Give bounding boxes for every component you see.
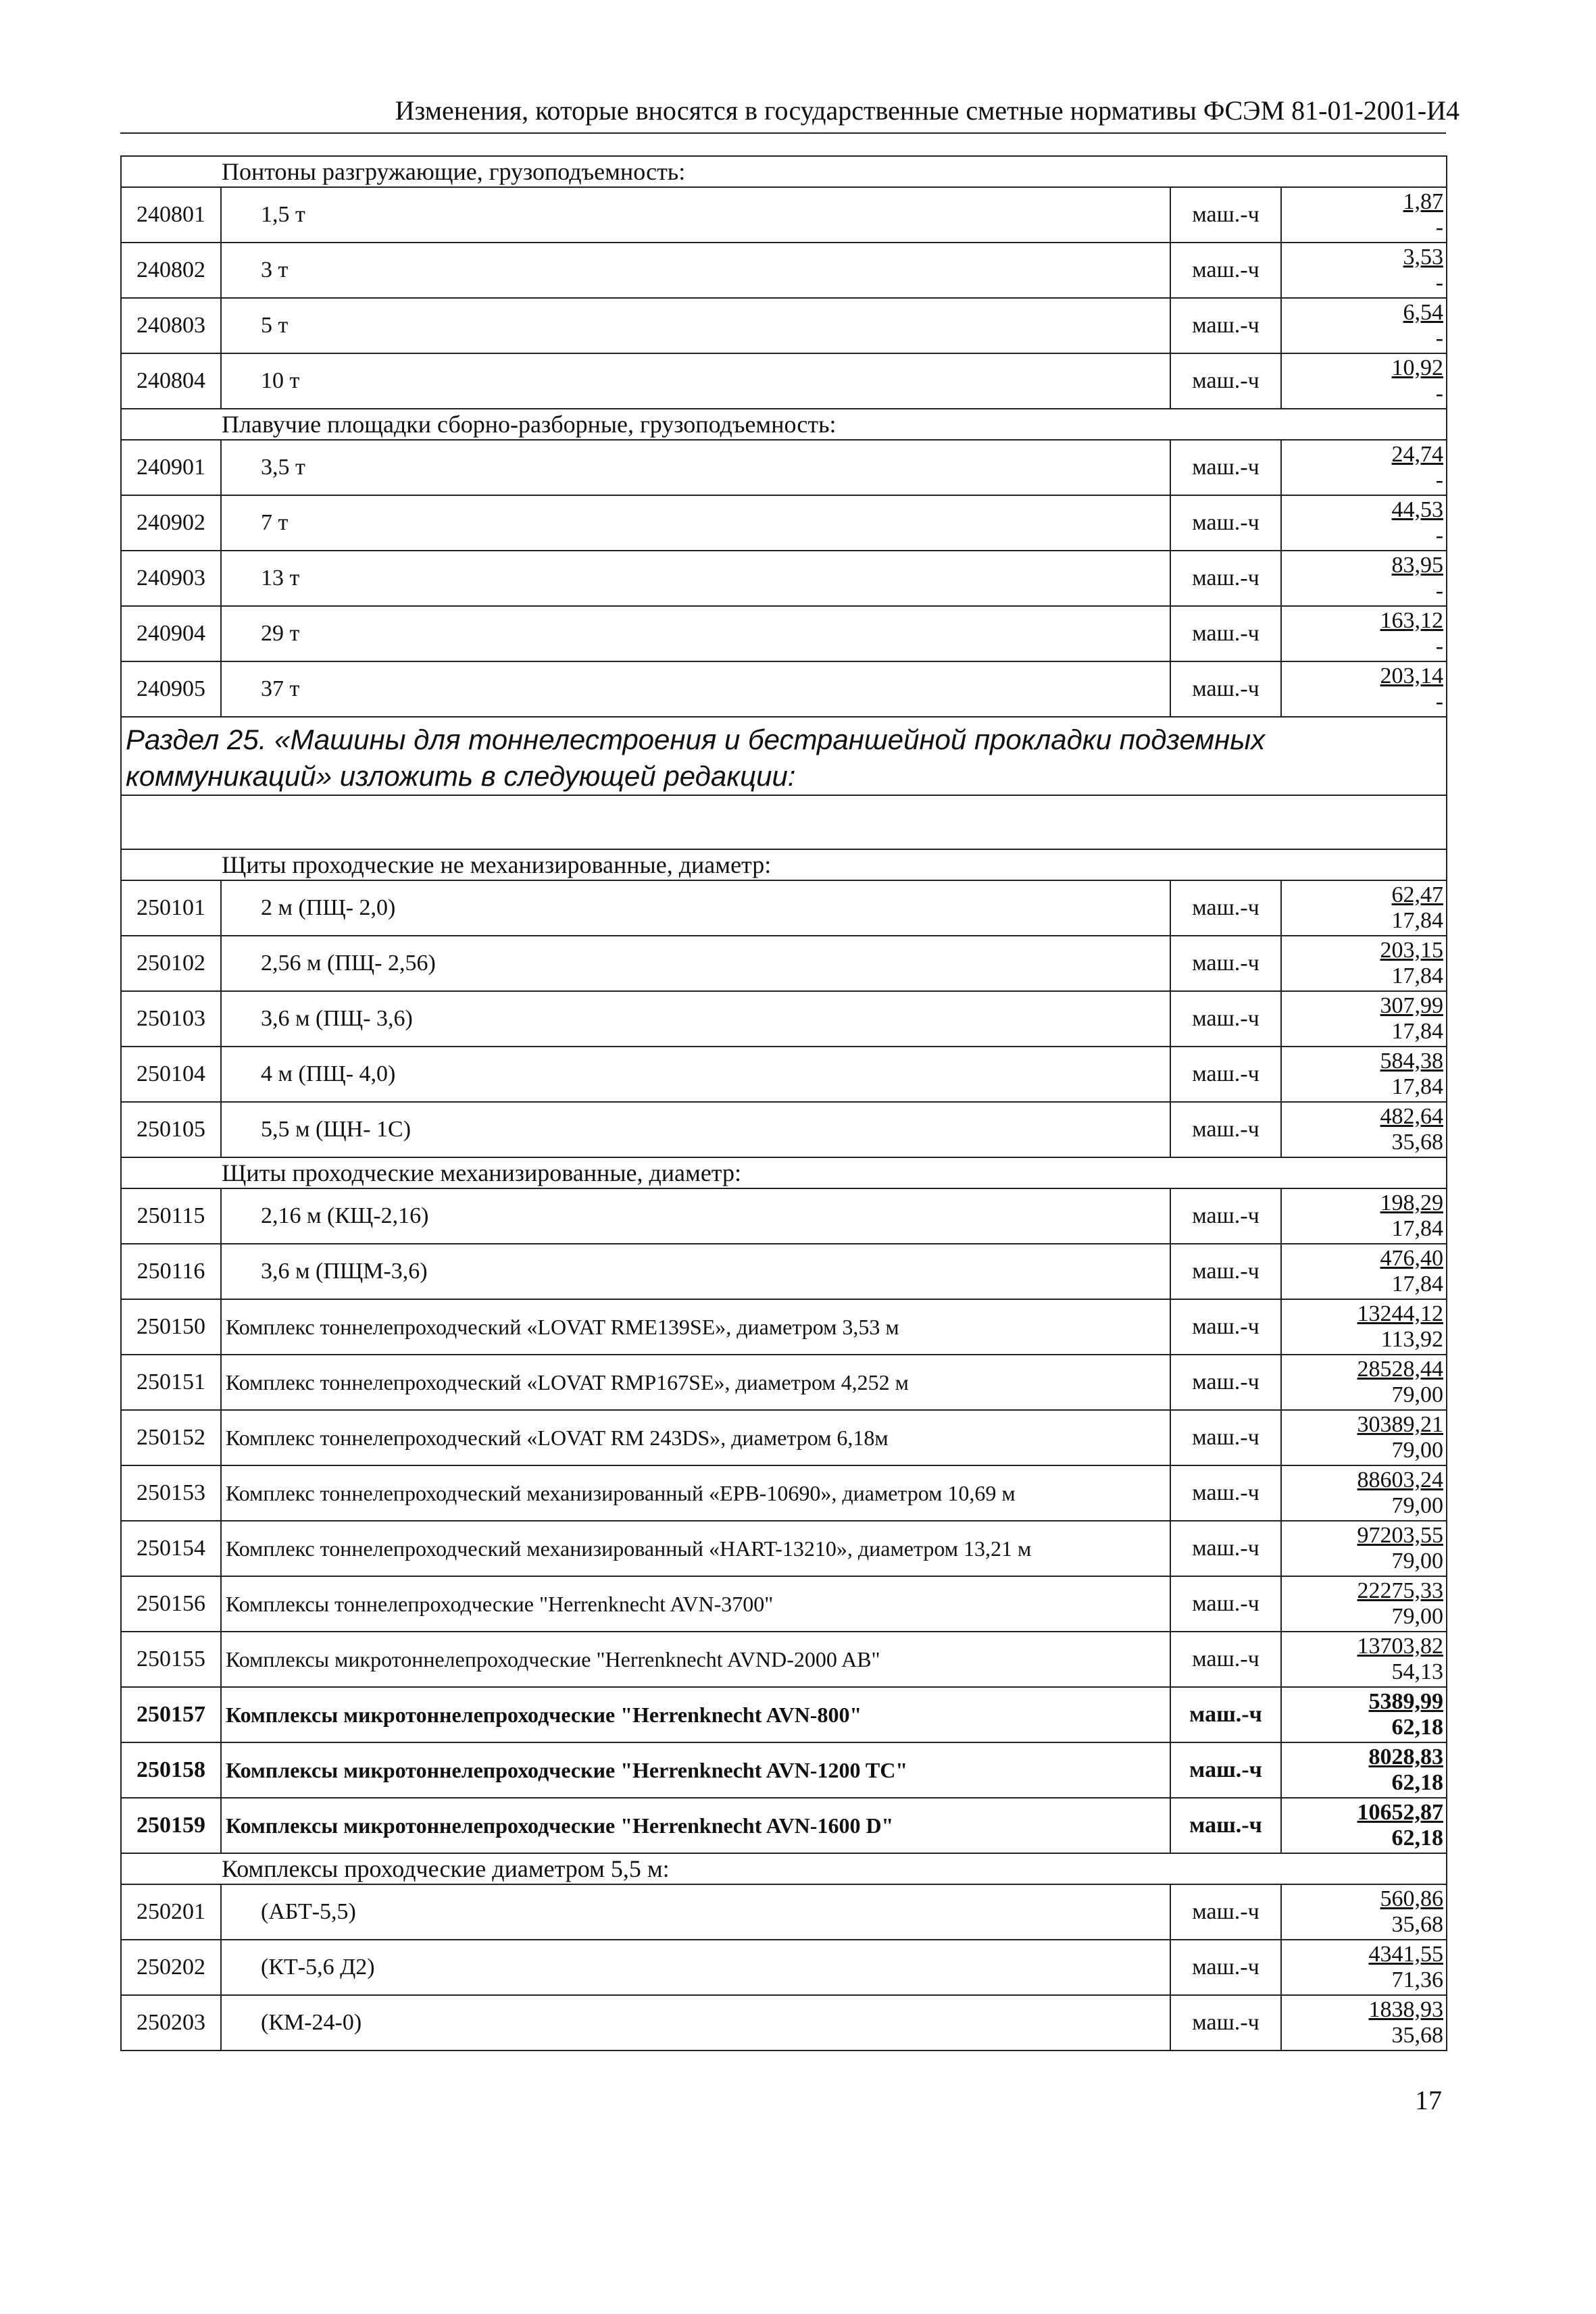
row-value-primary: 476,40: [1380, 1246, 1444, 1271]
table-row: [121, 243, 1447, 298]
row-value-secondary: -: [1435, 468, 1444, 493]
table-row: [121, 1047, 1447, 1102]
row-value-primary: 22275,33: [1357, 1578, 1444, 1603]
row-value-cell: [1281, 661, 1447, 717]
row-code: 250105: [121, 1102, 221, 1157]
row-name: 5 т: [221, 298, 1170, 353]
row-value-cell: [1281, 551, 1447, 606]
table-row: [121, 1188, 1447, 1244]
row-name: (АБТ-5,5): [221, 1884, 1170, 1940]
group-title: Понтоны разгружающие, грузоподъемность:: [121, 156, 1447, 187]
table-row: [121, 1798, 1447, 1853]
table-row: [121, 1884, 1447, 1940]
row-value-secondary: 54,13: [1391, 1659, 1444, 1684]
row-code: 250201: [121, 1884, 221, 1940]
row-name: 2 м (ПЩ- 2,0): [221, 880, 1170, 936]
table-row: [121, 1940, 1447, 1995]
row-value-primary: 1,87: [1403, 189, 1444, 214]
row-name: Комплексы микротоннелепроходческие "Herrenknecht AVND-2000 AB": [221, 1632, 1170, 1687]
row-value-cell: [1281, 1355, 1447, 1410]
row-value-secondary: 79,00: [1391, 1382, 1444, 1407]
row-name: 7 т: [221, 495, 1170, 551]
row-value-cell: [1281, 1188, 1447, 1244]
row-name: 5,5 м (ЩН- 1С): [221, 1102, 1170, 1157]
row-name: 4 м (ПЩ- 4,0): [221, 1047, 1170, 1102]
row-value-secondary: -: [1435, 578, 1444, 603]
row-unit: маш.-ч: [1170, 495, 1281, 551]
row-value-primary: 5389,99: [1368, 1689, 1444, 1714]
row-value-secondary: 35,68: [1391, 1912, 1444, 1937]
row-value-secondary: 62,18: [1391, 1770, 1444, 1795]
group-header-row: [121, 409, 1447, 440]
row-value-primary: 1838,93: [1368, 1997, 1444, 2022]
row-code: 250104: [121, 1047, 221, 1102]
row-value-cell: [1281, 1299, 1447, 1355]
row-value-secondary: 62,18: [1391, 1826, 1444, 1851]
row-code: 240901: [121, 440, 221, 495]
row-unit: маш.-ч: [1170, 1632, 1281, 1687]
table-row: [121, 936, 1447, 991]
row-unit: маш.-ч: [1170, 880, 1281, 936]
row-value-cell: [1281, 606, 1447, 661]
row-unit: маш.-ч: [1170, 298, 1281, 353]
row-code: 240905: [121, 661, 221, 717]
rates-table-container: [120, 155, 1446, 2051]
page-number: 17: [1415, 2085, 1442, 2115]
row-value-secondary: -: [1435, 215, 1444, 240]
row-value-primary: 13244,12: [1357, 1301, 1444, 1326]
row-code: 240803: [121, 298, 221, 353]
table-row: [121, 495, 1447, 551]
row-value-cell: [1281, 1798, 1447, 1853]
row-value-secondary: -: [1435, 270, 1444, 295]
row-name: Комплекс тоннелепроходческий «LOVAT RME139SE», диаметром 3,53 м: [221, 1299, 1170, 1355]
row-code: 250115: [121, 1188, 221, 1244]
row-value-primary: 83,95: [1391, 553, 1444, 578]
table-row: [121, 661, 1447, 717]
table-row: [121, 991, 1447, 1047]
row-value-secondary: 35,68: [1391, 1130, 1444, 1155]
table-row: [121, 1576, 1447, 1632]
row-unit: маш.-ч: [1170, 1102, 1281, 1157]
row-name: Комплексы микротоннелепроходческие "Herrenknecht AVN-1600 D": [221, 1798, 1170, 1853]
row-code: 240804: [121, 353, 221, 409]
row-value-secondary: 79,00: [1391, 1549, 1444, 1574]
row-value-cell: [1281, 1465, 1447, 1521]
row-value-primary: 203,14: [1380, 663, 1444, 688]
group-title: Плавучие площадки сборно-разборные, грузоподъемность:: [121, 409, 1447, 440]
row-unit: маш.-ч: [1170, 1742, 1281, 1798]
table-row: [121, 1632, 1447, 1687]
row-code: 250203: [121, 1995, 221, 2051]
row-name: 13 т: [221, 551, 1170, 606]
table-row: [121, 1742, 1447, 1798]
row-value-cell: [1281, 1047, 1447, 1102]
row-name: 3 т: [221, 243, 1170, 298]
row-unit: маш.-ч: [1170, 1798, 1281, 1853]
row-name: 3,6 м (ПЩ- 3,6): [221, 991, 1170, 1047]
row-name: Комплексы микротоннелепроходческие "Herrenknecht AVN-800": [221, 1687, 1170, 1742]
row-code: 250157: [121, 1687, 221, 1742]
table-row: [121, 298, 1447, 353]
row-name: (КТ-5,6 Д2): [221, 1940, 1170, 1995]
row-name: 2,16 м (КЩ-2,16): [221, 1188, 1170, 1244]
row-code: 250152: [121, 1410, 221, 1465]
row-name: 29 т: [221, 606, 1170, 661]
row-value-primary: 28528,44: [1357, 1357, 1444, 1382]
row-value-cell: [1281, 1884, 1447, 1940]
table-row: [121, 1521, 1447, 1576]
row-value-primary: 3,53: [1403, 245, 1444, 270]
row-value-secondary: -: [1435, 381, 1444, 406]
row-code: 250116: [121, 1244, 221, 1299]
row-value-cell: [1281, 880, 1447, 936]
row-code: 250151: [121, 1355, 221, 1410]
row-value-cell: [1281, 936, 1447, 991]
row-unit: маш.-ч: [1170, 1884, 1281, 1940]
table-row: [121, 1299, 1447, 1355]
row-code: 250158: [121, 1742, 221, 1798]
row-unit: маш.-ч: [1170, 1410, 1281, 1465]
row-value-cell: [1281, 243, 1447, 298]
row-unit: маш.-ч: [1170, 936, 1281, 991]
row-unit: маш.-ч: [1170, 243, 1281, 298]
blank-row: [121, 795, 1447, 849]
row-value-secondary: 79,00: [1391, 1604, 1444, 1629]
row-value-cell: [1281, 298, 1447, 353]
row-value-secondary: 17,84: [1391, 908, 1444, 933]
section-heading: Раздел 25. «Машины для тоннелестроения и бестраншейной прокладки подземных коммуникаций» изложить в следующей редакции:: [121, 717, 1447, 795]
row-unit: маш.-ч: [1170, 1995, 1281, 2051]
row-code: 240801: [121, 187, 221, 243]
group-title: Комплексы проходческие диаметром 5,5 м:: [121, 1853, 1447, 1884]
row-value-secondary: 17,84: [1391, 1019, 1444, 1044]
row-unit: маш.-ч: [1170, 1576, 1281, 1632]
row-value-primary: 44,53: [1391, 497, 1444, 522]
row-value-primary: 560,86: [1380, 1886, 1444, 1911]
row-value-primary: 62,47: [1391, 882, 1444, 907]
row-unit: маш.-ч: [1170, 661, 1281, 717]
rates-table: [120, 155, 1447, 2051]
group-title: Щиты проходческие механизированные, диаметр:: [121, 1157, 1447, 1188]
row-value-cell: [1281, 1576, 1447, 1632]
row-unit: маш.-ч: [1170, 1940, 1281, 1995]
row-value-secondary: 17,84: [1391, 1216, 1444, 1241]
table-row: [121, 1995, 1447, 2051]
row-code: 240903: [121, 551, 221, 606]
row-value-cell: [1281, 187, 1447, 243]
row-unit: маш.-ч: [1170, 991, 1281, 1047]
row-value-primary: 8028,83: [1368, 1744, 1444, 1769]
row-unit: маш.-ч: [1170, 1687, 1281, 1742]
row-unit: маш.-ч: [1170, 606, 1281, 661]
row-code: 250154: [121, 1521, 221, 1576]
row-value-primary: 88603,24: [1357, 1467, 1444, 1492]
row-value-primary: 30389,21: [1357, 1412, 1444, 1437]
row-value-primary: 203,15: [1380, 938, 1444, 963]
row-value-secondary: -: [1435, 523, 1444, 548]
row-value-primary: 10652,87: [1357, 1800, 1444, 1825]
row-name: 3,6 м (ПЩМ-3,6): [221, 1244, 1170, 1299]
group-header-row: [121, 1157, 1447, 1188]
group-header-row: [121, 1853, 1447, 1884]
table-row: [121, 1410, 1447, 1465]
row-unit: маш.-ч: [1170, 1521, 1281, 1576]
row-value-cell: [1281, 495, 1447, 551]
row-code: 250159: [121, 1798, 221, 1853]
row-name: Комплекс тоннелепроходческий «LOVAT RMP167SE», диаметром 4,252 м: [221, 1355, 1170, 1410]
table-row: [121, 440, 1447, 495]
row-value-secondary: -: [1435, 634, 1444, 659]
row-unit: маш.-ч: [1170, 551, 1281, 606]
row-value-primary: 24,74: [1391, 442, 1444, 467]
row-code: 250150: [121, 1299, 221, 1355]
row-value-cell: [1281, 991, 1447, 1047]
row-name: 37 т: [221, 661, 1170, 717]
table-row: [121, 1244, 1447, 1299]
row-code: 250202: [121, 1940, 221, 1995]
row-value-cell: [1281, 1742, 1447, 1798]
row-value-primary: 584,38: [1380, 1049, 1444, 1074]
group-header-row: [121, 849, 1447, 880]
row-value-cell: [1281, 1632, 1447, 1687]
table-row: [121, 551, 1447, 606]
document-header: Изменения, которые вносятся в государственные сметные нормативы ФСЭМ 81-01-2001-И4: [395, 95, 1460, 126]
table-row: [121, 606, 1447, 661]
row-value-cell: [1281, 1521, 1447, 1576]
row-value-secondary: 79,00: [1391, 1493, 1444, 1518]
row-code: 250101: [121, 880, 221, 936]
row-name: 10 т: [221, 353, 1170, 409]
row-code: 240902: [121, 495, 221, 551]
row-name: Комплекс тоннелепроходческий «LOVAT RM 243DS», диаметром 6,18м: [221, 1410, 1170, 1465]
row-unit: маш.-ч: [1170, 187, 1281, 243]
header-divider: [120, 132, 1446, 134]
row-unit: маш.-ч: [1170, 1355, 1281, 1410]
row-value-primary: 307,99: [1380, 993, 1444, 1018]
row-value-secondary: 62,18: [1391, 1715, 1444, 1740]
row-value-primary: 6,54: [1403, 300, 1444, 325]
row-code: 250155: [121, 1632, 221, 1687]
row-code: 250153: [121, 1465, 221, 1521]
row-value-primary: 10,92: [1391, 355, 1444, 380]
table-row: [121, 1355, 1447, 1410]
row-unit: маш.-ч: [1170, 1047, 1281, 1102]
group-title: Щиты проходческие не механизированные, диаметр:: [121, 849, 1447, 880]
row-name: (КМ-24-0): [221, 1995, 1170, 2051]
row-value-cell: [1281, 1102, 1447, 1157]
row-unit: маш.-ч: [1170, 1188, 1281, 1244]
row-value-secondary: -: [1435, 326, 1444, 351]
row-value-primary: 198,29: [1380, 1190, 1444, 1215]
table-row: [121, 880, 1447, 936]
row-name: Комплексы микротоннелепроходческие "Herrenknecht AVN-1200 TC": [221, 1742, 1170, 1798]
row-name: Комплекс тоннелепроходческий механизированный «EPB-10690», диаметром 10,69 м: [221, 1465, 1170, 1521]
row-value-secondary: 17,84: [1391, 963, 1444, 988]
row-name: Комплексы тоннелепроходческие "Herrenknecht AVN-3700": [221, 1576, 1170, 1632]
row-value-secondary: 79,00: [1391, 1438, 1444, 1463]
row-value-primary: 4341,55: [1368, 1942, 1444, 1967]
row-name: 1,5 т: [221, 187, 1170, 243]
table-row: [121, 353, 1447, 409]
row-value-primary: 97203,55: [1357, 1523, 1444, 1548]
table-row: [121, 1465, 1447, 1521]
row-code: 250156: [121, 1576, 221, 1632]
row-value-cell: [1281, 353, 1447, 409]
table-row: [121, 1102, 1447, 1157]
row-code: 240802: [121, 243, 221, 298]
row-code: 240904: [121, 606, 221, 661]
row-unit: маш.-ч: [1170, 1299, 1281, 1355]
row-name: 2,56 м (ПЩ- 2,56): [221, 936, 1170, 991]
row-code: 250103: [121, 991, 221, 1047]
row-code: 250102: [121, 936, 221, 991]
row-value-cell: [1281, 440, 1447, 495]
table-row: [121, 187, 1447, 243]
group-header-row: [121, 156, 1447, 187]
row-value-cell: [1281, 1687, 1447, 1742]
row-value-cell: [1281, 1995, 1447, 2051]
row-value-primary: 13703,82: [1357, 1634, 1444, 1659]
row-value-primary: 482,64: [1380, 1104, 1444, 1129]
row-value-secondary: 113,92: [1380, 1327, 1444, 1352]
row-value-secondary: -: [1435, 689, 1444, 714]
row-value-secondary: 17,84: [1391, 1074, 1444, 1099]
table-row: [121, 1687, 1447, 1742]
row-value-primary: 163,12: [1380, 608, 1444, 633]
row-value-secondary: 17,84: [1391, 1272, 1444, 1297]
row-unit: маш.-ч: [1170, 353, 1281, 409]
row-value-cell: [1281, 1244, 1447, 1299]
row-value-secondary: 35,68: [1391, 2023, 1444, 2048]
row-unit: маш.-ч: [1170, 1244, 1281, 1299]
row-value-cell: [1281, 1410, 1447, 1465]
row-value-secondary: 71,36: [1391, 1967, 1444, 1992]
row-name: 3,5 т: [221, 440, 1170, 495]
row-unit: маш.-ч: [1170, 440, 1281, 495]
row-unit: маш.-ч: [1170, 1465, 1281, 1521]
row-value-cell: [1281, 1940, 1447, 1995]
section-heading-row: [121, 717, 1447, 795]
row-name: Комплекс тоннелепроходческий механизированный «HART-13210», диаметром 13,21 м: [221, 1521, 1170, 1576]
